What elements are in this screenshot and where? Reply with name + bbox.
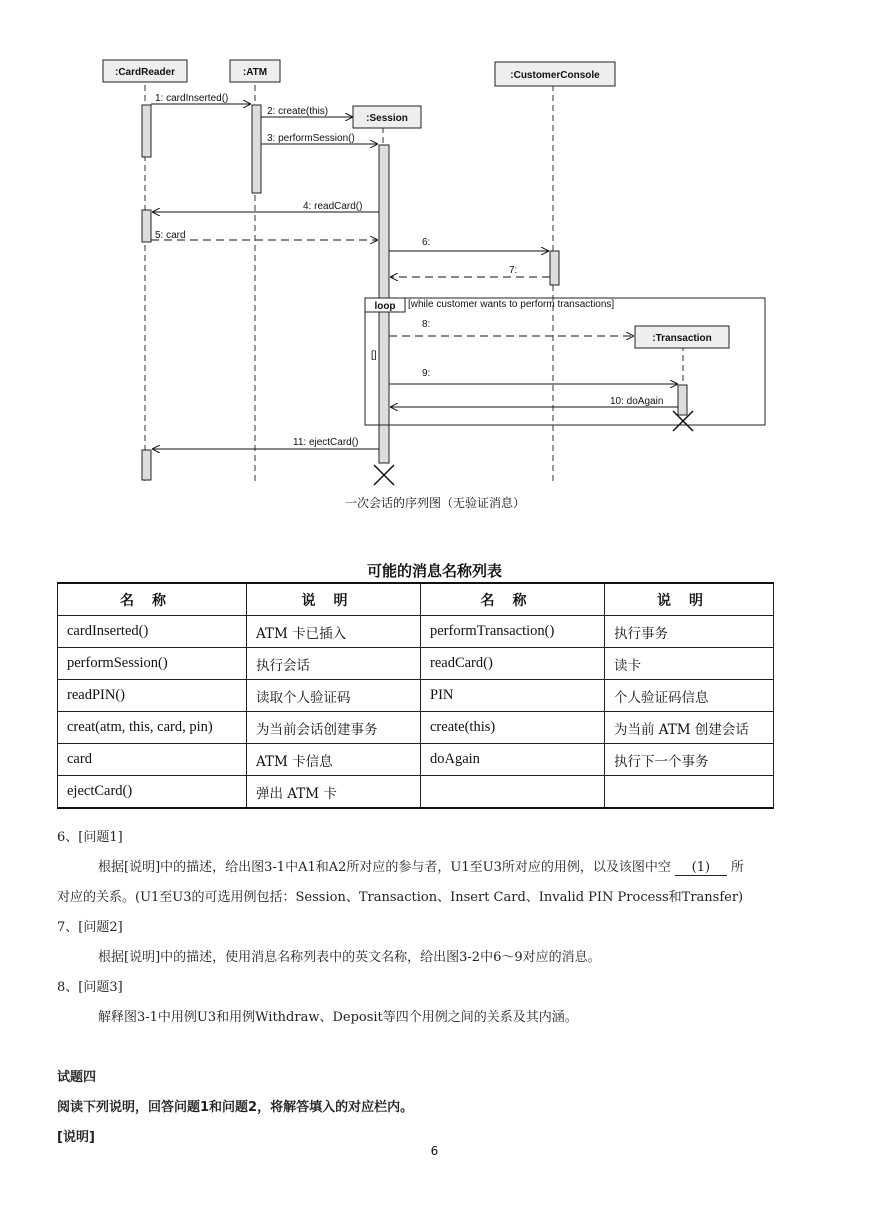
msg-8: 8: <box>422 319 431 330</box>
table-row <box>58 648 774 680</box>
cell: 为当前 ATM 创建会话 <box>605 712 774 744</box>
svg-text::CardReader: :CardReader <box>114 67 176 78</box>
object-session <box>353 106 421 128</box>
table-row <box>58 680 774 712</box>
msg-6: 6: <box>422 237 431 248</box>
object-transaction <box>635 326 729 348</box>
cell <box>421 776 605 809</box>
svg-text::CustomerConsole: :CustomerConsole <box>510 70 600 81</box>
cell: readCard() <box>421 648 605 680</box>
msg-10: 10: doAgain <box>610 396 664 407</box>
cell: 执行会话 <box>247 648 421 680</box>
header-name-1: 名称 <box>58 583 247 616</box>
svg-text::ATM: :ATM <box>242 67 268 78</box>
cell: 弹出 ATM 卡 <box>247 776 421 809</box>
question-6-text-b: 所 <box>730 860 744 875</box>
cell: cardInserted() <box>58 616 247 648</box>
cell: readPIN() <box>58 680 247 712</box>
msg-4: 4: readCard() <box>303 201 363 212</box>
cell <box>605 776 774 809</box>
table-row <box>58 744 774 776</box>
cell: performTransaction() <box>421 616 605 648</box>
cell: PIN <box>421 680 605 712</box>
msg-11: 11: ejectCard() <box>293 437 359 448</box>
msg-7: 7: <box>509 265 518 276</box>
loop-bracket: [] <box>371 350 377 361</box>
object-cardreader <box>103 60 187 82</box>
header-desc-1: 说明 <box>247 583 421 616</box>
question-7-text: 根据[说明]中的描述，使用消息名称列表中的英文名称，给出图3-2中6～9对应的消息。 <box>98 950 601 965</box>
cell: 读取个人验证码 <box>247 680 421 712</box>
msg-3: 3: performSession() <box>267 133 355 144</box>
cell: 读卡 <box>605 648 774 680</box>
cell: 执行事务 <box>605 616 774 648</box>
cell: doAgain <box>421 744 605 776</box>
cell: card <box>58 744 247 776</box>
diagram-caption: 一次会话的序列图（无验证消息） <box>344 496 526 510</box>
cell: 个人验证码信息 <box>605 680 774 712</box>
object-atm <box>230 60 280 82</box>
question-6-label: 6、[问题1] <box>57 830 123 845</box>
cell: performSession() <box>58 648 247 680</box>
table-row <box>58 616 774 648</box>
question-8-text: 解释图3-1中用例U3和用例Withdraw、Deposit等四个用例之间的关系及其内涵。 <box>98 1010 578 1025</box>
question-8-label: 8、[问题3] <box>57 980 123 995</box>
cell: create(this) <box>421 712 605 744</box>
page-number: 6 <box>430 1144 439 1158</box>
table-row <box>58 776 774 809</box>
message-name-table <box>57 582 774 809</box>
object-customerconsole <box>495 62 615 86</box>
question-7-label: 7、[问题2] <box>57 920 123 935</box>
loop-guard: [while customer wants to perform transactions] <box>408 299 615 310</box>
question-6-text-a: 根据[说明]中的描述，给出图3-1中A1和A2所对应的参与者，U1至U3所对应的用例，以及该图中空 <box>98 860 671 875</box>
svg-text::Transaction: :Transaction <box>652 333 712 344</box>
cell: ATM 卡已插入 <box>247 616 421 648</box>
cell: 执行下一个事务 <box>605 744 774 776</box>
section-4-note: [说明] <box>57 1130 95 1145</box>
msg-5: 5: card <box>155 230 186 241</box>
header-desc-2: 说明 <box>605 583 774 616</box>
msg-1: 1: cardInserted() <box>155 93 229 104</box>
table-row <box>58 712 774 744</box>
answer-blank-1[interactable]: (1) <box>675 860 727 876</box>
header-name-2: 名称 <box>421 583 605 616</box>
svg-text::Session: :Session <box>366 113 408 124</box>
section-4-title: 试题四 <box>57 1070 97 1085</box>
sequence-diagram <box>95 55 775 515</box>
cell: creat(atm, this, card, pin) <box>58 712 247 744</box>
question-6-text <box>98 856 744 876</box>
cell: ejectCard() <box>58 776 247 809</box>
msg-2: 2: create(this) <box>267 106 329 117</box>
table-title: 可能的消息名称列表 <box>366 562 502 580</box>
section-4-instruction: 阅读下列说明，回答问题1和问题2，将解答填入的对应栏内。 <box>57 1100 414 1115</box>
cell: 为当前会话创建事务 <box>247 712 421 744</box>
cell: ATM 卡信息 <box>247 744 421 776</box>
table-header-row <box>58 583 774 616</box>
msg-9: 9: <box>422 368 431 379</box>
loop-label: loop <box>374 301 396 312</box>
question-6-text-c: 对应的关系。(U1至U3的可选用例包括：Session、Transaction、Insert Card、Invalid PIN Process和Transfer) <box>57 890 744 905</box>
